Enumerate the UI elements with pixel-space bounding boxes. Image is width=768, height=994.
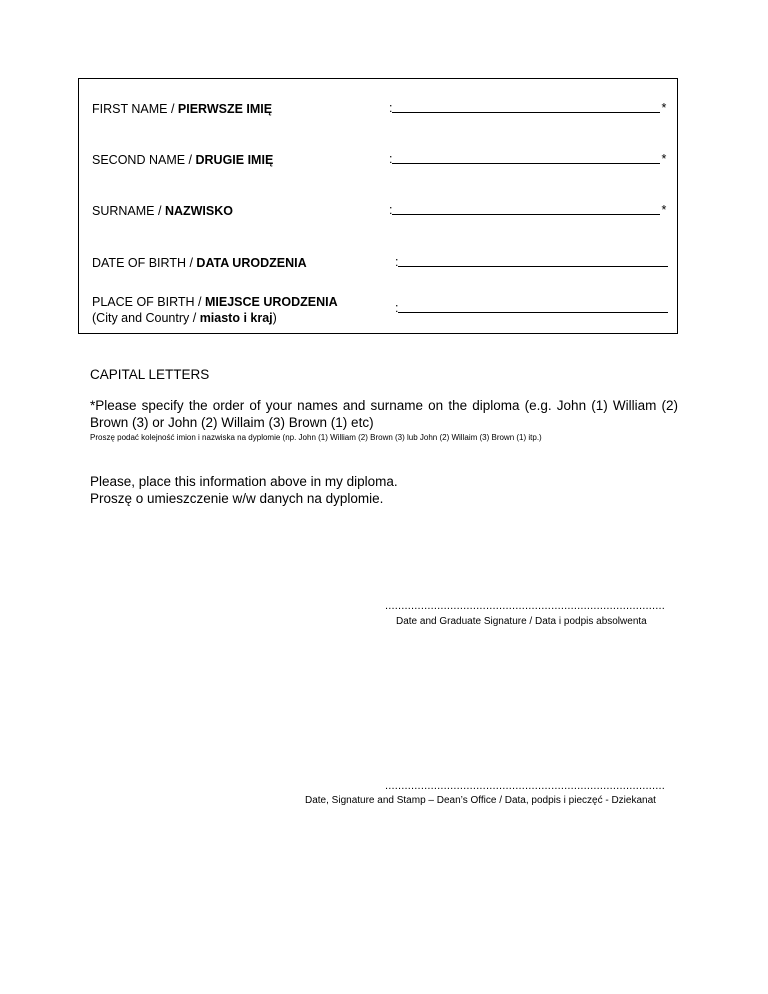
second-name-label: SECOND NAME / DRUGIE IMIĘ — [92, 153, 274, 167]
place-request-pl: Proszę o umieszczenie w/w danych na dyplomie. — [90, 491, 384, 506]
graduate-signature-caption: Date and Graduate Signature / Data i podpis absolwenta — [396, 616, 647, 627]
order-instruction-en: *Please specify the order of your names and surname on the diploma (e.g. John (1) William (2) Brown (3) or John (2) Willaim (3) Brown (1) etc) — [90, 398, 678, 430]
order-instruction-pl: Proszę podać kolejność imion i nazwiska na dyplomie (np. John (1) William (2) Brown (3) lub John (2) Willaim (3) Brown (1) itp.) — [90, 433, 542, 442]
first-name-label: FIRST NAME / PIERWSZE IMIĘ — [92, 102, 273, 116]
dean-signature-line: ...................................................................................... — [385, 780, 666, 792]
surname-label: SURNAME / NAZWISKO — [92, 204, 233, 218]
date-of-birth-field[interactable]: : — [395, 255, 668, 269]
second-name-field[interactable]: : * — [389, 152, 667, 166]
first-name-field[interactable]: : * — [389, 101, 667, 115]
graduate-signature-line: ...................................................................................... — [385, 600, 666, 612]
required-marker: * — [661, 152, 667, 166]
surname-field[interactable]: : * — [389, 203, 667, 217]
date-of-birth-label: DATE OF BIRTH / DATA URODZENIA — [92, 256, 307, 270]
required-marker: * — [661, 101, 667, 115]
place-of-birth-field[interactable]: : — [395, 301, 668, 315]
place-request-en: Please, place this information above in my diploma. — [90, 474, 398, 489]
place-of-birth-label: PLACE OF BIRTH / MIEJSCE URODZENIA (City and Country / miasto i kraj) — [92, 295, 338, 325]
dean-signature-caption: Date, Signature and Stamp – Dean’s Office / Data, podpis i pieczęć - Dziekanat — [305, 795, 656, 806]
required-marker: * — [661, 203, 667, 217]
capital-letters-note: CAPITAL LETTERS — [90, 367, 210, 382]
diploma-data-form — [78, 78, 678, 334]
